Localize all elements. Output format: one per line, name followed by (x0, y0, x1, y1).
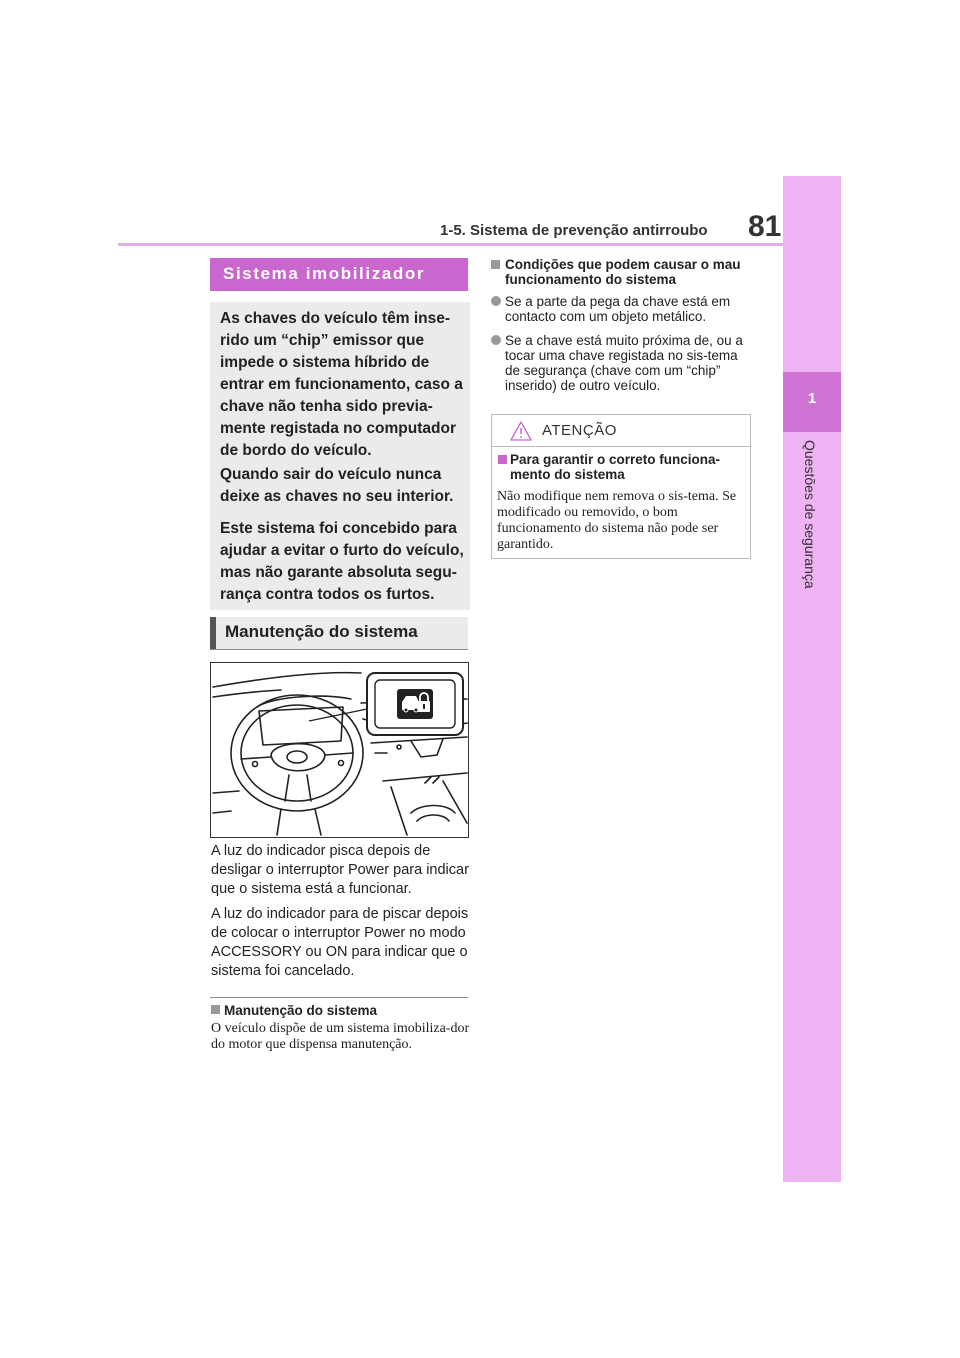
imobilizador-box (210, 302, 470, 610)
warning-title: ATENÇÃO (542, 422, 617, 439)
manutencao-heading-text: Manutenção do sistema (225, 622, 418, 641)
warning-triangle-icon (510, 421, 532, 441)
side-tab (783, 176, 841, 1182)
round-bullet-icon (491, 296, 501, 306)
manutencao-note-heading-text: Manutenção do sistema (224, 1003, 378, 1018)
imobilizador-heading (210, 258, 468, 291)
indicator-stop-text: A luz do indicador para de piscar depois de colocar o interruptor Power no modo ACCESSORY ou ON para indicar que o sistema foi cancelado. (211, 906, 469, 979)
warning-subheading-text: Para garantir o correto funciona-mento do sistema (510, 452, 721, 482)
section-header: 1-5. Sistema de prevenção antirroubo (440, 222, 708, 239)
side-tab-number: 1 (807, 390, 817, 407)
note-divider (210, 997, 468, 998)
imobilizador-paragraph-3: Este sistema foi concebido para ajudar a evitar o furto do veículo, mas não garante absoluta segu-rança contra todos os furtos. (220, 520, 464, 603)
warning-title-row (492, 415, 750, 447)
condicoes-heading-text: Condições que podem causar o mau funcionamento do sistema (505, 257, 741, 287)
manutencao-note-text: O veículo dispõe de um sistema imobiliza-dor do motor que dispensa manutenção. (211, 1021, 470, 1052)
page-number: 81 (748, 210, 782, 243)
indicator-flash-text: A luz do indicador pisca depois de desligar o interruptor Power para indicar que o sistema está a funcionar. (211, 843, 469, 897)
dashboard-illustration-drawing (211, 663, 468, 837)
square-bullet-icon (491, 260, 500, 269)
dashboard-illustration (210, 662, 469, 838)
security-indicator-icon (397, 689, 433, 719)
warning-text: Não modifique nem remova o sis-tema. Se modificado ou removido, o bom funcionamento do sistema não pode ser garantido. (497, 489, 737, 552)
manutencao-note-heading (211, 1003, 377, 1018)
imobilizador-heading-text: Sistema imobilizador (223, 264, 426, 283)
square-bullet-icon (211, 1005, 220, 1014)
side-tab-title-text: Questões de segurança (802, 440, 818, 589)
manutencao-heading (210, 617, 468, 650)
imobilizador-paragraph-1: As chaves do veículo têm inse-rido um “chip” emissor que impede o sistema híbrido de entrar em funcionamento, caso a chave não tenha sido previa-mente registada no computador de bordo do veículo. (220, 310, 463, 459)
square-bullet-icon (498, 455, 507, 464)
round-bullet-icon (491, 335, 501, 345)
condicoes-bullet-2-text: Se a chave está muito próxima de, ou a tocar uma chave registada no sis-tema de segurança (chave com um “chip” inserido) de outro veículo. (505, 333, 743, 393)
manutencao-heading-bar (210, 617, 216, 649)
header-rule (118, 243, 784, 246)
side-tab-title (780, 440, 844, 640)
warning-box (491, 414, 751, 559)
condicoes-bullet-1-text: Se a parte da pega da chave está em contacto com um objeto metálico. (505, 294, 731, 324)
imobilizador-paragraph-2: Quando sair do veículo nunca deixe as chaves no seu interior. (220, 466, 454, 505)
